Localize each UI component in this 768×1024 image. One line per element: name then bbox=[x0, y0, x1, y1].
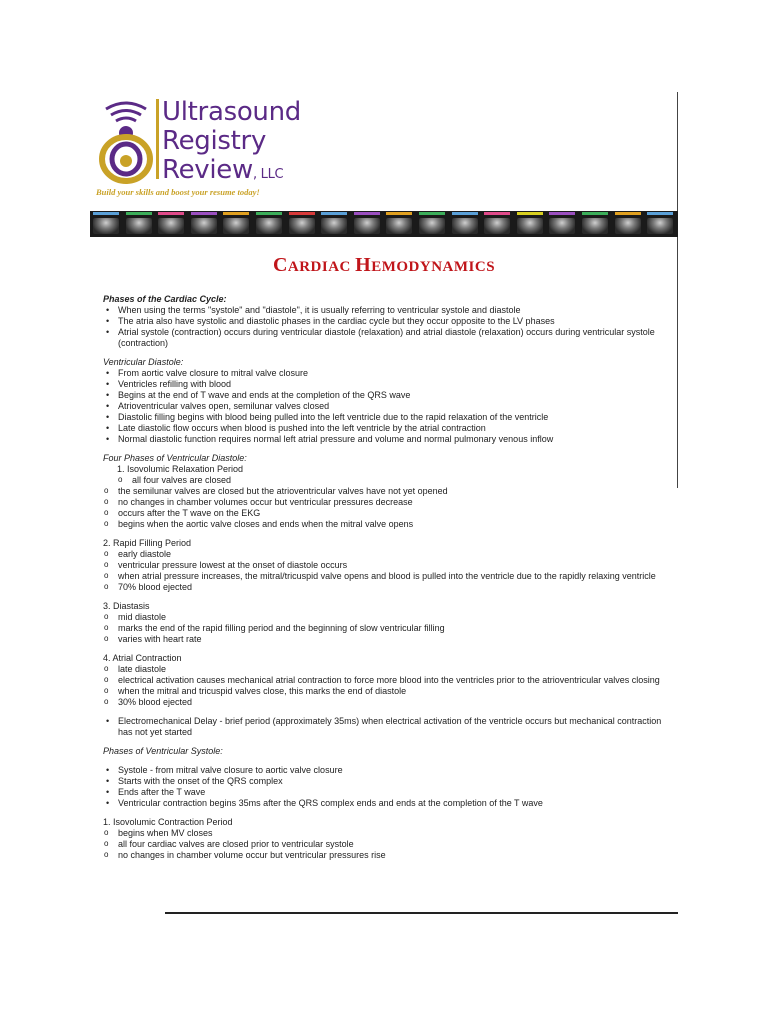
thumbnail-tab bbox=[647, 212, 673, 215]
ultrasound-image bbox=[386, 218, 412, 234]
tagline: Build your skills and boost your resume today! bbox=[96, 187, 260, 197]
list-item: • Begins at the end of T wave and ends at the completion of the QRS wave bbox=[103, 390, 678, 401]
thumbnail-tab bbox=[321, 212, 347, 215]
brand-line-3: Review, LLC bbox=[162, 155, 284, 185]
ultrasound-thumbnail bbox=[158, 211, 190, 237]
ultrasound-thumbnail bbox=[452, 211, 484, 237]
list-item: • Starts with the onset of the QRS complex bbox=[103, 776, 678, 787]
ultrasound-image bbox=[615, 218, 641, 234]
circle-list bbox=[103, 612, 678, 645]
list-item: o early diastole bbox=[103, 549, 678, 560]
list-item: • When using the terms "systole" and "diastole", it is usually referring to ventricular systole and diastole bbox=[103, 305, 678, 316]
ultrasound-thumbnail bbox=[517, 211, 549, 237]
list-item: • Late diastolic flow occurs when blood is pushed into the left ventricle by the atrial contraction bbox=[103, 423, 678, 434]
list-item: • Electromechanical Delay - brief period (approximately 35ms) when electrical activation of the ventricle occurs but mechanical contraction has not yet started bbox=[103, 716, 678, 738]
section-heading: Phases of the Cardiac Cycle: bbox=[103, 294, 227, 304]
list-item: o marks the end of the rapid filling period and the beginning of slow ventricular filling bbox=[103, 623, 678, 634]
ultrasound-image bbox=[549, 218, 575, 234]
ultrasound-thumbnail bbox=[419, 211, 451, 237]
thumbnail-tab bbox=[289, 212, 315, 215]
list-item: • Ventricles refilling with blood bbox=[103, 379, 678, 390]
logo-icon bbox=[92, 95, 162, 187]
ultrasound-image bbox=[354, 218, 380, 234]
thumbnail-tab bbox=[452, 212, 478, 215]
list-item: o 30% blood ejected bbox=[103, 697, 678, 708]
list-item: o begins when MV closes bbox=[103, 828, 678, 839]
phase-label: 1. Isovolumic Relaxation Period bbox=[117, 464, 244, 474]
ultrasound-thumbnail bbox=[191, 211, 223, 237]
list-item: o ventricular pressure lowest at the onset of diastole occurs bbox=[103, 560, 678, 571]
ultrasound-image bbox=[289, 218, 315, 234]
ultrasound-image-strip bbox=[90, 211, 678, 237]
ultrasound-image bbox=[419, 218, 445, 234]
bullet-list bbox=[103, 716, 678, 738]
list-item: o all four cardiac valves are closed prior to ventricular systole bbox=[103, 839, 678, 850]
ultrasound-image bbox=[158, 218, 184, 234]
list-item: o mid diastole bbox=[103, 612, 678, 623]
list-item: o begins when the aortic valve closes and ends when the mitral valve opens bbox=[103, 519, 678, 530]
thumbnail-tab bbox=[582, 212, 608, 215]
thumbnail-tab bbox=[419, 212, 445, 215]
list-item: o late diastole bbox=[103, 664, 678, 675]
ultrasound-image bbox=[256, 218, 282, 234]
bottom-rule bbox=[165, 912, 678, 914]
thumbnail-tab bbox=[191, 212, 217, 215]
phase-label: 1. Isovolumic Contraction Period bbox=[103, 817, 233, 827]
list-item: o 70% blood ejected bbox=[103, 582, 678, 593]
list-item: o occurs after the T wave on the EKG bbox=[103, 508, 678, 519]
ultrasound-thumbnail bbox=[582, 211, 614, 237]
ultrasound-thumbnail bbox=[386, 211, 418, 237]
ultrasound-image bbox=[126, 218, 152, 234]
logo-divider bbox=[156, 99, 159, 179]
ultrasound-thumbnail bbox=[289, 211, 321, 237]
list-item: • Atrial systole (contraction) occurs during ventricular diastole (relaxation) and atrial diastole (relaxation) occurs during ventricular systole (contraction) bbox=[103, 327, 678, 349]
list-item: • Normal diastolic function requires normal left atrial pressure and volume and normal pulmonary venous inflow bbox=[103, 434, 678, 445]
list-item: o electrical activation causes mechanical atrial contraction to force more blood into the ventricles prior to the atrioventricular valves closing bbox=[103, 675, 678, 686]
thumbnail-tab bbox=[223, 212, 249, 215]
list-item: • Ends after the T wave bbox=[103, 787, 678, 798]
ultrasound-image bbox=[517, 218, 543, 234]
thumbnail-tab bbox=[615, 212, 641, 215]
ultrasound-thumbnail bbox=[223, 211, 255, 237]
ultrasound-image bbox=[582, 218, 608, 234]
brand-line-1: Ultrasound bbox=[162, 97, 301, 127]
section-heading: Four Phases of Ventricular Diastole: bbox=[103, 453, 247, 463]
ultrasound-image bbox=[223, 218, 249, 234]
thumbnail-tab bbox=[126, 212, 152, 215]
circle-list bbox=[103, 475, 678, 530]
brand-name bbox=[162, 98, 301, 189]
list-item: o when the mitral and tricuspid valves close, this marks the end of diastole bbox=[103, 686, 678, 697]
phase-label: 3. Diastasis bbox=[103, 601, 150, 611]
ultrasound-thumbnail bbox=[484, 211, 516, 237]
thumbnail-tab bbox=[158, 212, 184, 215]
bullet-list bbox=[103, 765, 678, 809]
thumbnail-tab bbox=[354, 212, 380, 215]
ultrasound-image bbox=[484, 218, 510, 234]
ultrasound-image bbox=[452, 218, 478, 234]
list-item: o no changes in chamber volumes occur but ventricular pressures decrease bbox=[103, 497, 678, 508]
ultrasound-thumbnail bbox=[615, 211, 647, 237]
bullet-list bbox=[103, 305, 678, 349]
ultrasound-thumbnail bbox=[256, 211, 288, 237]
ultrasound-image bbox=[93, 218, 119, 234]
section-heading: Phases of Ventricular Systole: bbox=[103, 746, 223, 756]
circle-list bbox=[103, 549, 678, 593]
ultrasound-thumbnail bbox=[126, 211, 158, 237]
list-item: o all four valves are closed bbox=[117, 475, 678, 486]
thumbnail-tab bbox=[386, 212, 412, 215]
thumbnail-tab bbox=[484, 212, 510, 215]
section-heading: Ventricular Diastole: bbox=[103, 357, 184, 367]
list-item: • Systole - from mitral valve closure to aortic valve closure bbox=[103, 765, 678, 776]
ultrasound-image bbox=[321, 218, 347, 234]
list-item: o the semilunar valves are closed but the atrioventricular valves have not yet opened bbox=[103, 486, 678, 497]
phase-label: 2. Rapid Filling Period bbox=[103, 538, 192, 548]
list-item: • The atria also have systolic and diastolic phases in the cardiac cycle but they occur opposite to the LV phases bbox=[103, 316, 678, 327]
list-item: • Ventricular contraction begins 35ms after the QRS complex ends and ends at the completion of the T wave bbox=[103, 798, 678, 809]
list-item: • Atrioventricular valves open, semilunar valves closed bbox=[103, 401, 678, 412]
brand-line-2: Registry bbox=[162, 126, 267, 156]
ultrasound-thumbnail bbox=[93, 211, 125, 237]
ultrasound-image bbox=[647, 218, 673, 234]
list-item: • Diastolic filling begins with blood being pulled into the left ventricle due to the rapid relaxation of the ventricle bbox=[103, 412, 678, 423]
thumbnail-tab bbox=[93, 212, 119, 215]
phase-label: 4. Atrial Contraction bbox=[103, 653, 182, 663]
ultrasound-thumbnail bbox=[354, 211, 386, 237]
document-body bbox=[103, 294, 678, 861]
thumbnail-tab bbox=[256, 212, 282, 215]
list-item: • From aortic valve closure to mitral valve closure bbox=[103, 368, 678, 379]
thumbnail-tab bbox=[517, 212, 543, 215]
ultrasound-thumbnail bbox=[321, 211, 353, 237]
ultrasound-image bbox=[191, 218, 217, 234]
list-item: o no changes in chamber volume occur but ventricular pressures rise bbox=[103, 850, 678, 861]
list-item: o when atrial pressure increases, the mitral/tricuspid valve opens and blood is pulled into the ventricle due to the rapidly relaxing ventricle bbox=[103, 571, 678, 582]
thumbnail-tab bbox=[549, 212, 575, 215]
circle-list bbox=[103, 664, 678, 708]
document-title: CARDIAC HEMODYNAMICS bbox=[272, 254, 496, 276]
list-item: o varies with heart rate bbox=[103, 634, 678, 645]
bullet-list bbox=[103, 368, 678, 445]
circle-list bbox=[103, 828, 678, 861]
ultrasound-thumbnail bbox=[647, 211, 678, 237]
ultrasound-thumbnail bbox=[549, 211, 581, 237]
